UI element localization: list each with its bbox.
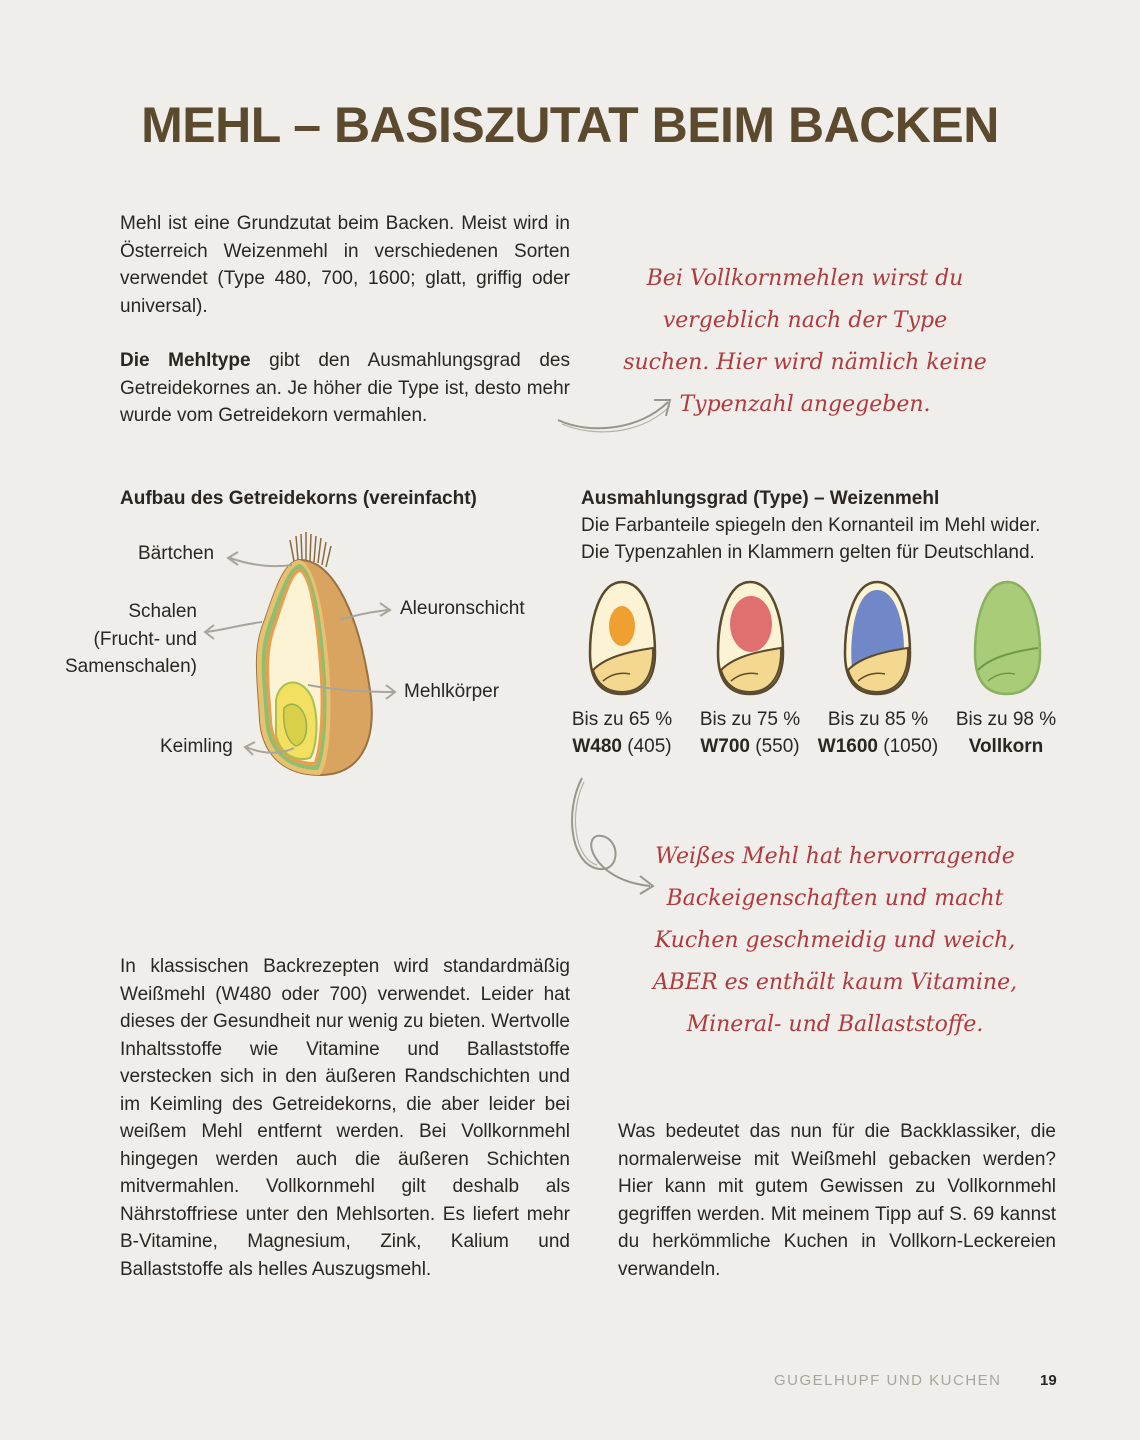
arrow-mehlkoerper-icon — [308, 685, 394, 692]
label-schalen-line: Samenschalen) — [64, 656, 197, 677]
body-paragraph-right: Was bedeutet das nun für die Backklassiker, die normalerweise mit Weißmehl gebacken werden? Hier kann mit gutem Gewissen zu Vollkornmehl gegriffen werden. Mit meinem Tipp auf S. 69 kannst du herkömmliche Kuchen in Vollkorn-Leckereien verwandeln. — [618, 1121, 1056, 1280]
arrow-baertchen-icon — [230, 558, 292, 566]
kernel-w700-illustration — [713, 578, 788, 698]
handwritten-note-weissmehl — [645, 836, 1025, 1046]
note-line: Typenzahl angegeben. — [679, 392, 931, 417]
types-desc-2: Die Typenzahlen in Klammern gelten für Deutschland. — [581, 542, 1035, 563]
type-name: W480 — [572, 736, 622, 757]
type-name: Vollkorn — [968, 736, 1044, 757]
note-line: Kuchen geschmeidig und weich, — [654, 928, 1016, 953]
type-name: W1600 — [817, 736, 878, 757]
intro-paragraph-1: Mehl ist eine Grundzutat beim Backen. Meist wird in Österreich Weizenmehl in verschiedenen Sorten verwendet (Type 480, 700, 1600; glatt, griffig oder universal). — [120, 213, 570, 317]
body-paragraph-left: In klassischen Backrezepten wird standardmäßig Weißmehl (W480 oder 700) verwendet. Leider hat dieses der Gesundheit nur wenig zu bieten. Wertvolle Inhaltsstoffe wie Vitamine und Ballaststoffe verstecken sich in den äußeren Randschichten und im Keimling des Getreidekorns, die aber leider bei weißem Mehl entfernt werden. Bei Vollkornmehl hingegen werden auch die äußeren Schichten mitvermahlen. Vollkornmehl gilt deshalb als Nährstoffriese unter den Mehlsorten. Es liefert mehr B-Vitamine, Magnesium, Zink, Kalium und Ballaststoffe als helles Auszugsmehl. — [120, 956, 570, 1280]
type-caption-w700 — [680, 706, 820, 760]
type-pct: Bis zu 98 % — [955, 709, 1057, 730]
types-heading: Ausmahlungsgrad (Type) – Weizenmehl — [581, 488, 940, 509]
kernel-w480-illustration — [585, 578, 660, 698]
label-schalen-line: (Frucht- und — [93, 628, 197, 650]
page-number: 19 — [1040, 1372, 1057, 1389]
kernel-fill — [975, 582, 1040, 694]
type-de: (550) — [750, 736, 800, 757]
type-pct: Bis zu 65 % — [571, 709, 673, 730]
mehltype-text: gibt den Ausmahlungsgrad des Getreidekornes an. Je höher die Type ist, desto mehr wurde vom Getreidekorn vermahlen. — [120, 350, 570, 426]
type-de: (405) — [622, 736, 672, 757]
note-line: Mineral- und Ballaststoffe. — [686, 1012, 984, 1037]
grain-heading: Aufbau des Getreidekorns (vereinfacht) — [120, 488, 477, 509]
kernel-vollkorn-illustration — [970, 578, 1045, 698]
type-pct: Bis zu 85 % — [827, 709, 929, 730]
label-baertchen: Bärtchen — [138, 543, 215, 564]
type-caption-w480 — [552, 706, 692, 760]
kernel-w1600-illustration — [840, 578, 915, 698]
label-schalen-line: Schalen — [128, 601, 197, 622]
type-caption-vollkorn — [936, 706, 1076, 760]
kernel-fill — [609, 606, 635, 646]
footer-section-title: GUGELHUPF UND KUCHEN — [774, 1372, 1002, 1389]
type-caption-w1600 — [808, 706, 948, 760]
note-line: Bei Vollkornmehlen wirst du — [646, 266, 964, 291]
note-line: ABER es enthält kaum Vitamine, — [652, 970, 1018, 995]
page-title: MEHL – BASISZUTAT BEIM BACKEN — [141, 97, 999, 153]
arrow-schalen-icon — [206, 622, 262, 632]
note-line: suchen. Hier wird nämlich keine — [623, 350, 987, 375]
mehltype-term: Die Mehltype — [120, 350, 251, 371]
type-de: (1050) — [878, 736, 939, 757]
type-name: W700 — [700, 736, 750, 757]
note-line: Weißes Mehl hat hervorragende — [655, 844, 1015, 869]
label-keimling: Keimling — [160, 736, 233, 757]
note-line: vergeblich nach der Type — [662, 308, 948, 333]
arrow-keimling-icon — [246, 747, 294, 753]
label-aleuronschicht: Aleuronschicht — [400, 598, 525, 619]
kernel-fill — [730, 596, 772, 652]
note-line: Backeigenschaften und macht — [666, 886, 1004, 911]
types-desc-1: Die Farbanteile spiegeln den Kornanteil im Mehl wider. — [581, 515, 1041, 536]
label-mehlkoerper: Mehlkörper — [404, 681, 500, 702]
type-pct: Bis zu 75 % — [699, 709, 801, 730]
